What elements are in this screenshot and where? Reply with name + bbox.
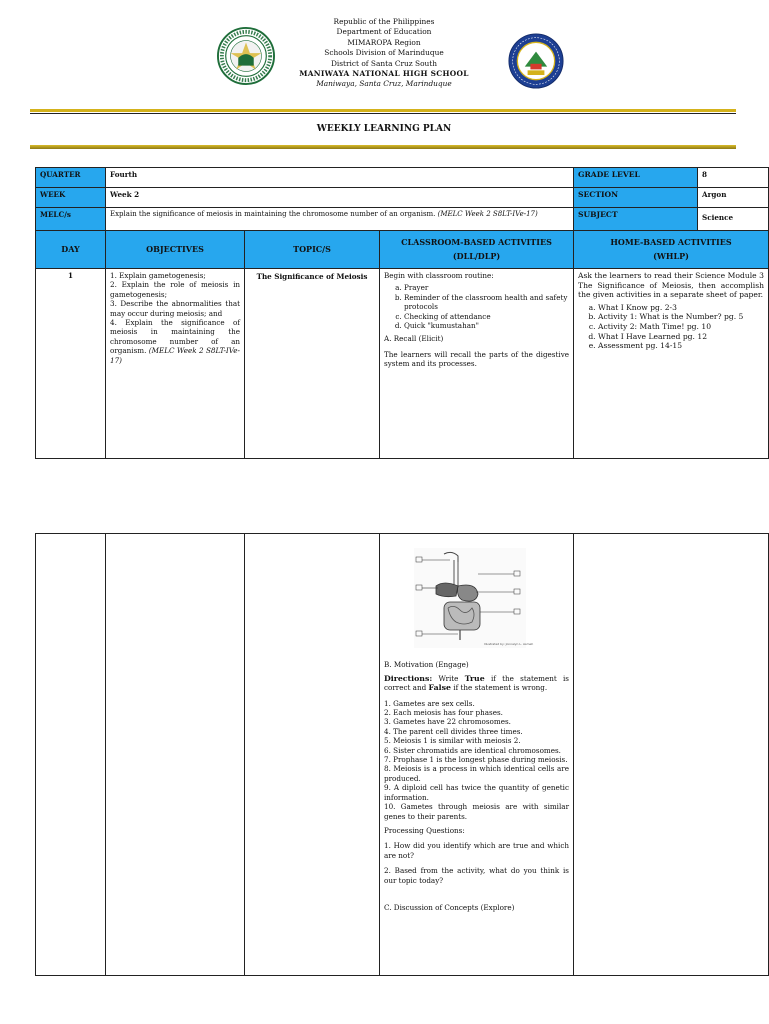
- objective-item-text: 4. Explain the significance of meiosis in maintaining the chromosome number of an organism.: [110, 318, 240, 356]
- processing-question: 1. How did you identify which are true and which are not?: [384, 841, 569, 860]
- day1-classroom-activities: [380, 269, 574, 459]
- quarter-value: Fourth: [106, 168, 574, 188]
- directions-true: True: [464, 673, 485, 683]
- home-activity-item: a. What I Know pg. 2-3: [598, 303, 764, 313]
- section-label: SECTION: [574, 188, 698, 207]
- statement-item: 1. Gametes are sex cells.: [384, 698, 475, 708]
- objective-item: 2. Explain the role of meiosis in gametogenesis;: [110, 280, 240, 299]
- grade-value: 8: [702, 170, 708, 179]
- home-activity-item: e. Assessment pg. 14-15: [598, 341, 764, 351]
- cont-home-activities: [574, 534, 769, 976]
- directions-false: False: [428, 683, 451, 693]
- routine-intro: Begin with classroom routine:: [384, 271, 494, 280]
- routine-item: d. Quick "kumustahan": [404, 321, 569, 330]
- melc-row: [36, 208, 769, 231]
- plan-table-page2: [35, 533, 769, 976]
- school-header: [250, 17, 518, 90]
- statement-item: 4. The parent cell divides three times.: [384, 726, 523, 736]
- week-value: Week 2: [106, 188, 574, 208]
- statement-item: 6. Sister chromatids are identical chromosomes.: [384, 745, 561, 755]
- processing-heading: Processing Questions:: [384, 825, 465, 835]
- home-activity-item: d. What I Have Learned pg. 12: [598, 332, 764, 342]
- directions-pre: Write: [438, 673, 459, 683]
- day1-home-activities: [574, 269, 769, 459]
- page-title: WEEKLY LEARNING PLAN: [316, 124, 452, 134]
- cont-objectives: [106, 534, 245, 976]
- home-activity-item: c. Activity 2: Math Time! pg. 10: [598, 322, 764, 332]
- header-division: Schools Division of Marinduque: [324, 48, 444, 58]
- diagram-caption: Illustrated by: Jonnalyn L. Asmeh: [484, 642, 534, 646]
- routine-list: [384, 283, 569, 330]
- objective-code: (MELC Week 2 S8LT-IVe-17): [110, 346, 240, 365]
- col-day: DAY: [36, 231, 106, 269]
- routine-item: c. Checking of attendance: [404, 312, 569, 321]
- header-department: Department of Education: [336, 27, 432, 37]
- melc-label: MELC/s: [36, 208, 106, 231]
- subject-value: Science: [702, 213, 734, 222]
- statement-item: 2. Each meiosis has four phases.: [384, 708, 503, 718]
- col-home-sub: (WHLP): [653, 251, 689, 261]
- routine-item: a. Prayer: [404, 283, 569, 292]
- header-address: Maniwaya, Santa Cruz, Marinduque: [316, 79, 452, 89]
- week-label: WEEK: [36, 188, 106, 208]
- statement-item: 10. Gametes through meiosis are with similar genes to their parents.: [384, 802, 569, 821]
- objective-item: 3. Describe the abnormalities that may occur during meiosis; and: [110, 299, 240, 318]
- statement-item: 3. Gametes have 22 chromosomes.: [384, 717, 511, 727]
- processing-question: 2. Based from the activity, what do you think is our topic today?: [384, 866, 569, 885]
- section-cell: [574, 188, 769, 208]
- directions-label: Directions:: [384, 673, 433, 683]
- col-topics: TOPIC/S: [245, 231, 380, 269]
- col-classroom-sub: (DLL/DLP): [452, 251, 501, 261]
- objective-item: 1. Explain gametogenesis;: [110, 271, 206, 280]
- grade-label: GRADE LEVEL: [574, 168, 698, 187]
- header-divider-thin: [30, 113, 736, 114]
- recall-heading: A. Recall (Elicit): [384, 334, 444, 344]
- col-home-title: HOME-BASED ACTIVITIES: [610, 236, 732, 247]
- col-classroom-title: CLASSROOM-BASED ACTIVITIES: [401, 236, 552, 247]
- statement-item: 5. Meiosis 1 is similar with meiosis 2.: [384, 736, 521, 746]
- statement-item: 9. A diploid cell has twice the quantity of genetic information.: [384, 783, 569, 802]
- home-activity-item: b. Activity 1: What is the Number? pg. 5: [598, 312, 764, 322]
- melc-code: (MELC Week 2 S8LT-IVe-17): [437, 210, 538, 218]
- header-region: MIMAROPA Region: [347, 37, 421, 47]
- plan-table-page1: [35, 167, 769, 459]
- header-divider-top: [30, 109, 736, 112]
- cont-classroom-activities: [380, 534, 574, 976]
- day1-number: 1: [36, 269, 106, 459]
- col-classroom: [380, 231, 574, 269]
- routine-item: b. Reminder of the classroom health and safety protocols: [404, 293, 569, 312]
- subject-cell: [574, 208, 769, 231]
- school-seal-logo: [508, 33, 564, 89]
- header-school-name: MANIWAYA NATIONAL HIGH SCHOOL: [299, 69, 469, 79]
- motivation-heading: B. Motivation (Engage): [384, 660, 469, 670]
- statement-item: 8. Meiosis is a process in which identical cells are produced.: [384, 764, 569, 783]
- day1-row: [36, 269, 769, 459]
- directions-post: if the statement is wrong.: [453, 683, 548, 693]
- column-header-row: [36, 231, 769, 269]
- col-home: [574, 231, 769, 269]
- home-intro: Ask the learners to read their Science Module 3 The Significance of Meiosis, then accomplish the given activities in a separate sheet of paper.: [578, 271, 765, 300]
- section-value: Argon: [702, 190, 727, 199]
- melc-value: [106, 208, 574, 231]
- directions-mid: if the statement is correct and: [384, 673, 569, 693]
- header-district: District of Santa Cruz South: [330, 58, 438, 68]
- week-row: [36, 188, 769, 208]
- day1-objectives: [106, 269, 245, 459]
- home-activity-list: [578, 303, 764, 351]
- day1-topic: The Significance of Meiosis: [245, 269, 380, 459]
- col-objectives: OBJECTIVES: [106, 231, 245, 269]
- cont-topics: [245, 534, 380, 976]
- title-divider: [30, 145, 736, 149]
- quarter-row: [36, 168, 769, 188]
- directions: [384, 674, 569, 693]
- cont-day: [36, 534, 106, 976]
- grade-cell: [574, 168, 769, 188]
- continuation-row: [36, 534, 769, 976]
- header-republic: Republic of the Philippines: [333, 17, 435, 26]
- statement-list: [384, 699, 569, 821]
- objective-item: [110, 318, 240, 365]
- subject-label: SUBJECT: [574, 208, 698, 230]
- digestive-system-diagram: [414, 548, 534, 648]
- recall-text: The learners will recall the parts of the digestive system and its processes.: [384, 349, 570, 369]
- melc-text: Explain the significance of meiosis in maintaining the chromosome number of an organism.: [110, 210, 436, 218]
- statement-item: 7. Prophase 1 is the longest phase during meiosis.: [384, 755, 568, 765]
- discussion-heading: C. Discussion of Concepts (Explore): [384, 902, 515, 912]
- quarter-label: QUARTER: [36, 168, 106, 188]
